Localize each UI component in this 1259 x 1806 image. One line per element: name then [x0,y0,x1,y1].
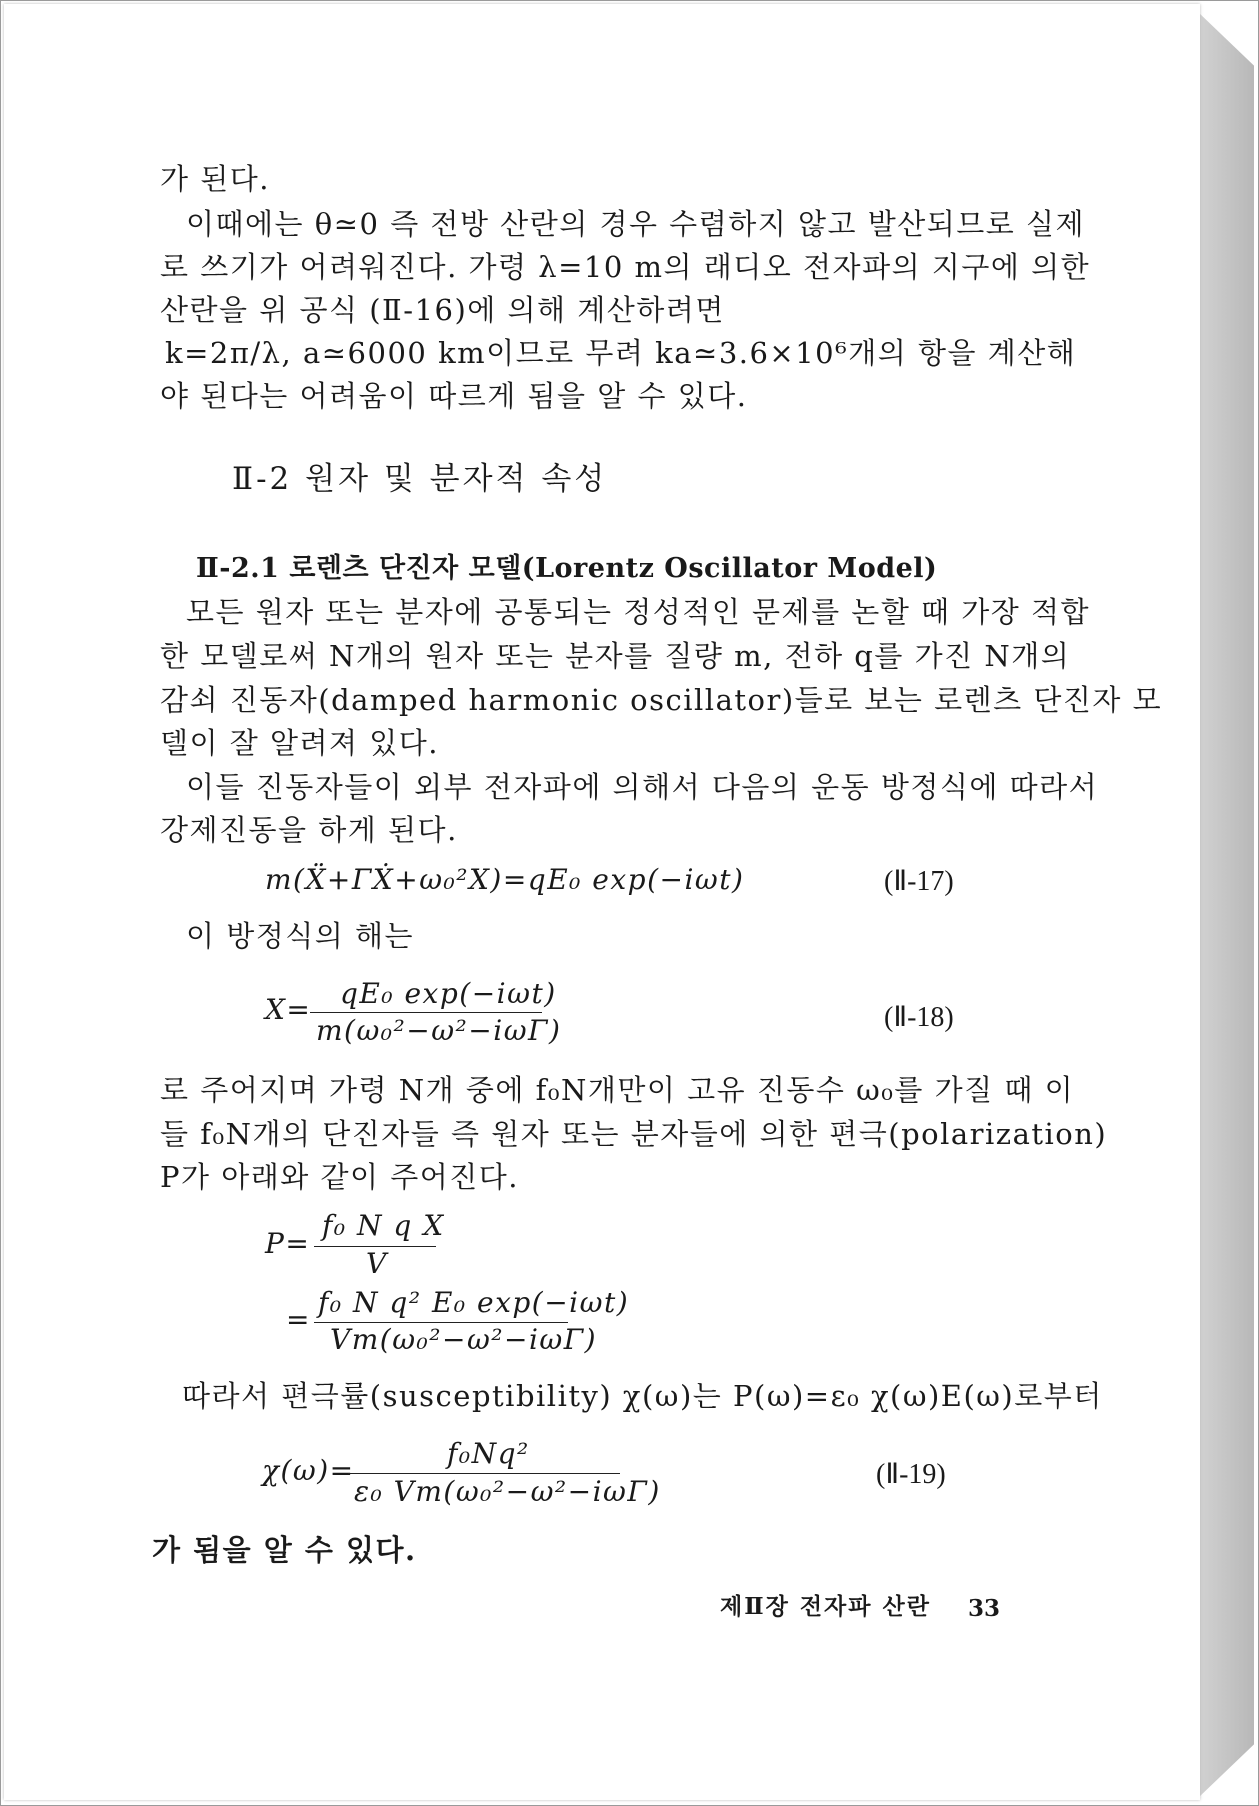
text-line: 로 쓰기가 어려워진다. 가령 λ=10 m의 래디오 전자파의 지구에 의한 [160,250,1091,284]
text-line: 이때에는 θ≃0 즉 전방 산란의 경우 수렴하지 않고 발산되므로 실제 [186,207,1086,241]
footer-chapter: 제Ⅱ장 전자파 산란 [720,1593,931,1620]
text-line: 이들 진동자들이 외부 전자파에 의해서 다음의 운동 방정식에 따라서 [186,770,1099,804]
equation-p2-denominator: Vm(ω₀²−ω²−iωΓ) [330,1323,598,1356]
equation-p-lhs: P= [265,1227,311,1260]
equation-number: (Ⅱ-19) [876,1459,946,1490]
text-line: 강제진동을 하게 된다. [160,813,458,847]
equation-18-numerator: qE₀ exp(−iωt) [340,977,557,1010]
text-line: 로 주어지며 가령 N개 중에 f₀N개만이 고유 진동수 ω₀를 가질 때 이 [160,1073,1075,1107]
fraction-line [310,1012,542,1013]
equation-p-numerator: f₀ N q X [322,1209,445,1242]
text-line: 가 된다. [160,162,270,196]
equation-17: m(Ẍ+ΓẊ+ω₀²X)=qE₀ exp(−iωt) [265,863,745,896]
text-line: 산란을 위 공식 (Ⅱ-16)에 의해 계산하려면 [160,293,725,327]
text-line: k=2π/λ, a≃6000 km이므로 무려 ka≃3.6×10⁶개의 항을 계산해 [165,336,1077,370]
equation-18-lhs: X= [265,993,312,1026]
equation-number: (Ⅱ-17) [884,866,954,897]
page-number: 33 [968,1595,1001,1622]
text-line: 델이 잘 알려져 있다. [160,726,439,760]
text-line: 이 방정식의 해는 [186,919,415,953]
equation-19-denominator: ε₀ Vm(ω₀²−ω²−iωΓ) [354,1475,661,1508]
text-line: 들 f₀N개의 단진자들 즉 원자 또는 분자들에 의한 편극(polarization) [160,1117,1108,1151]
equation-p-denominator: V [366,1247,388,1280]
equation-p-equals: = [286,1303,311,1336]
fraction-line [348,1473,620,1474]
section-heading: Ⅱ-2 원자 및 분자적 속성 [232,461,608,497]
subsection-heading: Ⅱ-2.1 로렌츠 단진자 모델(Lorentz Oscillator Model) [196,553,938,584]
equation-p2-numerator: f₀ N q² E₀ exp(−iωt) [318,1286,630,1319]
text-line: 가 됨을 알 수 있다. [152,1533,417,1567]
equation-number: (Ⅱ-18) [884,1002,954,1033]
book-edge [1198,12,1254,1798]
equation-19-numerator: f₀Nq² [447,1437,530,1470]
text-line: 한 모델로써 N개의 원자 또는 분자를 질량 m, 전하 q를 가진 N개의 [160,639,1071,673]
text-line: 야 된다는 어려움이 따르게 됨을 알 수 있다. [160,379,748,413]
text-line: 따라서 편극률(susceptibility) χ(ω)는 P(ω)=ε₀ χ(ω)E(ω)로부터 [182,1379,1103,1413]
equation-18-denominator: m(ω₀²−ω²−iωΓ) [316,1014,562,1047]
equation-19-lhs: χ(ω)= [262,1454,355,1487]
text-line: 감쇠 진동자(damped harmonic oscillator)들로 보는 로렌츠 단진자 모 [160,683,1163,717]
text-line: 모든 원자 또는 분자에 공통되는 정성적인 문제를 논할 때 가장 적합 [186,595,1091,629]
text-line: P가 아래와 같이 주어진다. [160,1160,520,1194]
